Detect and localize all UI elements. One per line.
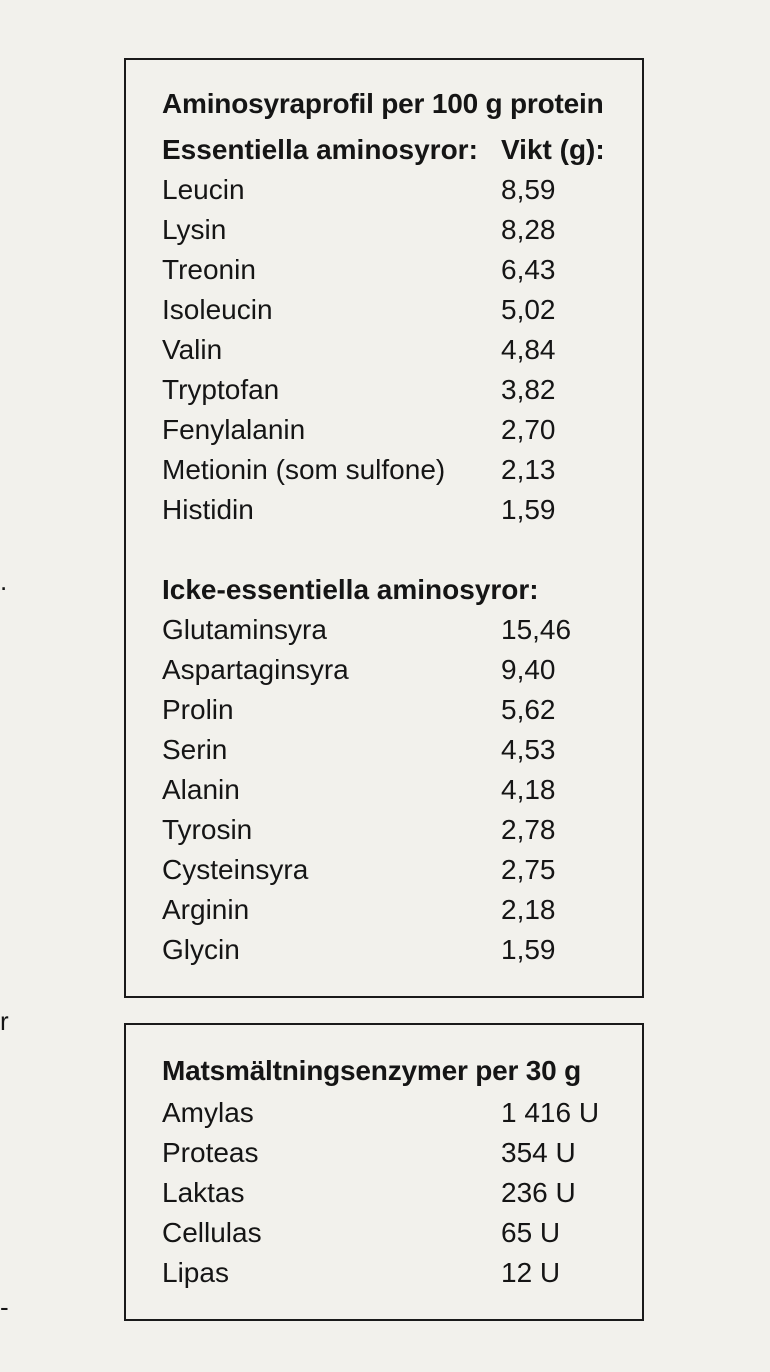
amino-value: 2,18 [501,894,556,925]
table-row [162,1133,632,1173]
amino-value: 6,43 [501,254,556,285]
table-row [162,210,632,250]
amino-value: 1,59 [501,934,556,965]
table-row [162,1093,632,1133]
amino-value: 2,75 [501,854,556,885]
enzymes-title: Matsmältningsenzymer per 30 g [162,1055,581,1086]
amino-value: 4,53 [501,734,556,765]
amino-value: 2,78 [501,814,556,845]
essential-header: Essentiella aminosyror: [162,134,478,165]
amino-name: Arginin [162,894,250,925]
table-row [162,490,632,530]
table-row [162,330,632,370]
enzyme-name: Proteas [162,1137,259,1168]
table-row [162,450,632,490]
table-row [162,930,632,970]
table-row [162,170,632,210]
amino-name: Valin [162,334,223,365]
clipped-text-fragment: . [0,566,8,596]
amino-value: 5,02 [501,294,556,325]
nonessential-header: Icke-essentiella aminosyror: [162,574,539,605]
amino-acid-profile-box [124,58,644,998]
amino-value: 2,70 [501,414,556,445]
amino-value: 9,40 [501,654,556,685]
amino-name: Isoleucin [162,294,273,325]
enzyme-value: 236 U [501,1177,576,1208]
clipped-text-fragment: - [0,1292,9,1322]
enzyme-value: 354 U [501,1137,576,1168]
amino-name: Prolin [162,694,234,725]
amino-name: Histidin [162,494,254,525]
amino-name: Alanin [162,774,240,805]
enzyme-value: 65 U [501,1217,561,1248]
amino-name: Lysin [162,214,227,245]
enzyme-name: Laktas [162,1177,245,1208]
table-row [162,770,632,810]
amino-value: 3,82 [501,374,556,405]
amino-name: Fenylalanin [162,414,306,445]
amino-name: Tryptofan [162,374,280,405]
amino-name: Tyrosin [162,814,253,845]
amino-value: 15,46 [501,614,572,645]
enzyme-name: Amylas [162,1097,254,1128]
weight-header: Vikt (g): [501,134,605,165]
clipped-text-fragment: r [0,1006,9,1036]
table-row [162,810,632,850]
enzyme-value: 12 U [501,1257,561,1288]
enzyme-value: 1 416 U [501,1097,600,1128]
table-row [162,1253,632,1293]
amino-name: Glutaminsyra [162,614,327,645]
amino-value: 8,28 [501,214,556,245]
enzyme-name: Cellulas [162,1217,262,1248]
table-row [162,650,632,690]
amino-value: 2,13 [501,454,556,485]
amino-name: Aspartaginsyra [162,654,349,685]
essential-header-row [162,130,632,170]
digestive-enzymes-box [124,1023,644,1321]
amino-value: 1,59 [501,494,556,525]
amino-profile-title: Aminosyraprofil per 100 g protein [162,88,604,119]
enzyme-name: Lipas [162,1257,229,1288]
amino-value: 8,59 [501,174,556,205]
amino-name: Cysteinsyra [162,854,309,885]
table-row [162,290,632,330]
table-row [162,730,632,770]
table-row [162,250,632,290]
table-row [162,850,632,890]
table-row [162,410,632,450]
amino-value: 5,62 [501,694,556,725]
table-row [162,690,632,730]
amino-name: Serin [162,734,228,765]
amino-name: Leucin [162,174,245,205]
amino-value: 4,18 [501,774,556,805]
table-row [162,1213,632,1253]
table-row [162,370,632,410]
table-row [162,1173,632,1213]
amino-name: Glycin [162,934,240,965]
table-row [162,890,632,930]
amino-name: Treonin [162,254,256,285]
amino-name: Metionin (som sulfone) [162,454,446,485]
amino-value: 4,84 [501,334,556,365]
table-row [162,610,632,650]
